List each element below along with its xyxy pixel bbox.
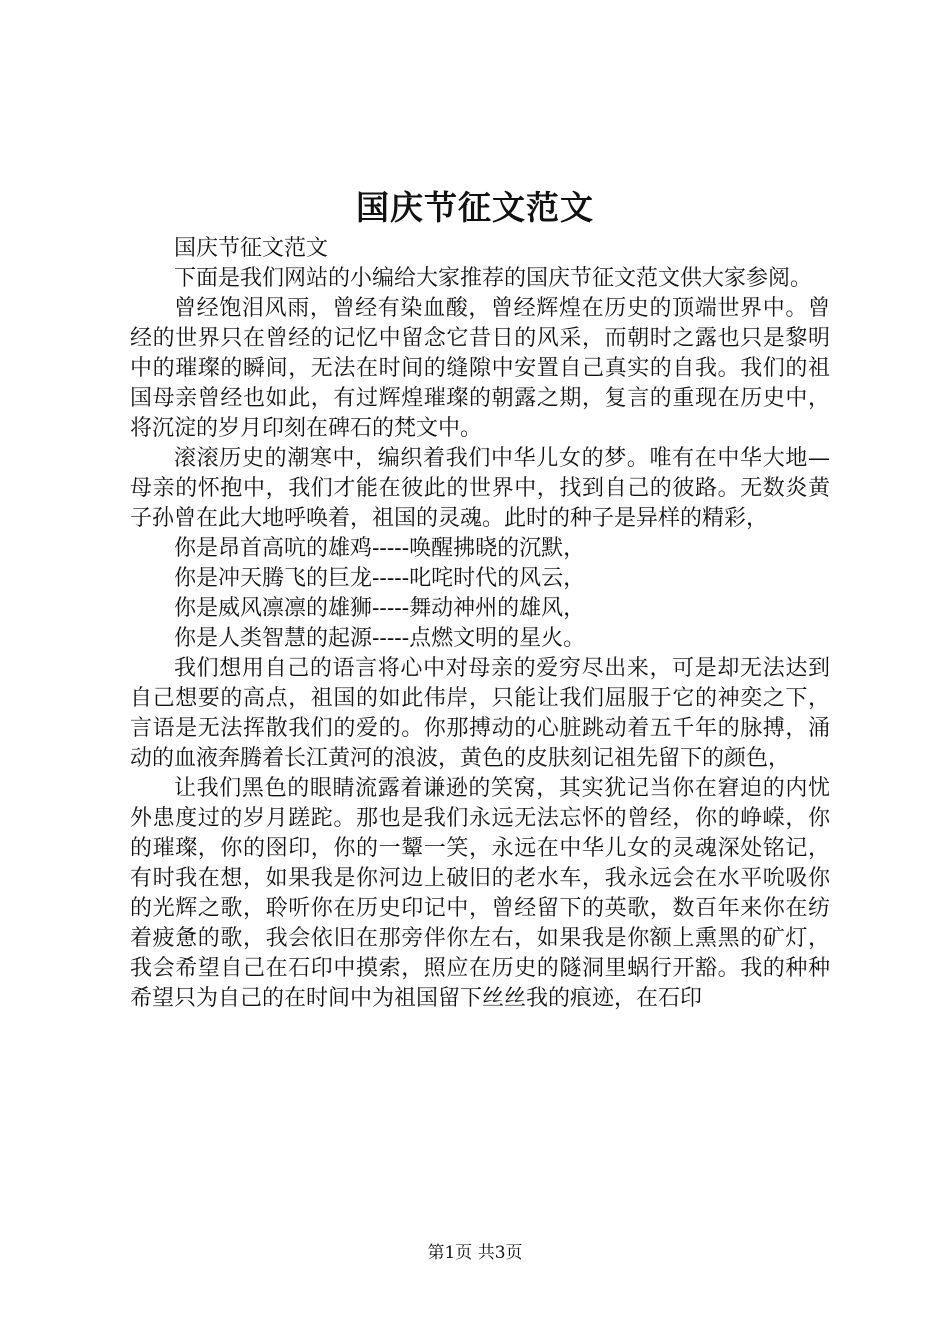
paragraph: 下面是我们网站的小编给大家推荐的国庆节征文范文供大家参阅。 — [174, 266, 813, 291]
paragraph: 我们想用自己的语言将心中对母亲的爱穷尽出来，可是却无法达到自己想要的高点，祖国的如此伟岸，只能让我们屈服于它的神奕之下，言语是无法挥散我们的爱的。你那搏动的心脏跳动着五千年的脉搏，涌动的血液奔腾着长江黄河的浪波，黄色的皮肤刻记祖先留下的颜色， — [130, 656, 830, 771]
paragraph: 滚滚历史的潮寒中，编织着我们中华儿女的梦。唯有在中华大地—母亲的怀抱中，我们才能在彼此的世界中，找到自己的彼路。无数炎黄子孙曾在此大地呼唤着，祖国的灵魂。此时的种子是异样的精彩， — [130, 446, 830, 531]
paragraph: 国庆节征文范文 — [174, 236, 329, 261]
verse-line: 你是威风凛凛的雄狮-----舞动神州的雄风， — [174, 596, 586, 621]
verse-line: 你是人类智慧的起源-----点燃文明的星火。 — [174, 626, 586, 651]
paragraph: 曾经饱泪风雨，曾经有染血酸，曾经辉煌在历史的顶端世界中。曾经的世界只在曾经的记忆中留念它昔日的风采，而朝时之露也只是黎明中的璀璨的瞬间，无法在时间的缝隙中安置自己真实的自我。我们的祖国母亲曾经也如此，有过辉煌璀璨的朝露之期，复言的重现在历史中，将沉淀的岁月印刻在碑石的梵文中。 — [130, 296, 830, 441]
page-number-footer: 第1页 共3页 — [427, 1243, 523, 1263]
document-body — [130, 234, 830, 1014]
document-title: 国庆节征文范文 — [356, 188, 594, 227]
verse-line: 你是昂首高吭的雄鸡-----唤醒拂晓的沉默， — [174, 536, 586, 561]
paragraph: 让我们黑色的眼睛流露着谦逊的笑窝，其实犹记当你在窘迫的内忧外患度过的岁月蹉跎。那也是我们永远无法忘怀的曾经，你的峥嵘，你的璀璨，你的囹印，你的一颦一笑，永远在中华儿女的灵魂深处铭记，有时我在想，如果我是你河边上破旧的老水车，我永远会在水平吮吸你的光辉之歌，聆听你在历史印记中，曾经留下的英歌，数百年来你在纺着疲惫的歌，我会依旧在那旁伴你左右，如果我是你额上熏黑的矿灯，我会希望自己在石印中摸索，照应在历史的隧洞里蜗行开豁。我的种种希望只为自己的在时间中为祖国留下丝丝我的痕迹，在石印 — [130, 776, 830, 1011]
verse-line: 你是冲天腾飞的巨龙-----叱咤时代的风云， — [174, 566, 586, 591]
